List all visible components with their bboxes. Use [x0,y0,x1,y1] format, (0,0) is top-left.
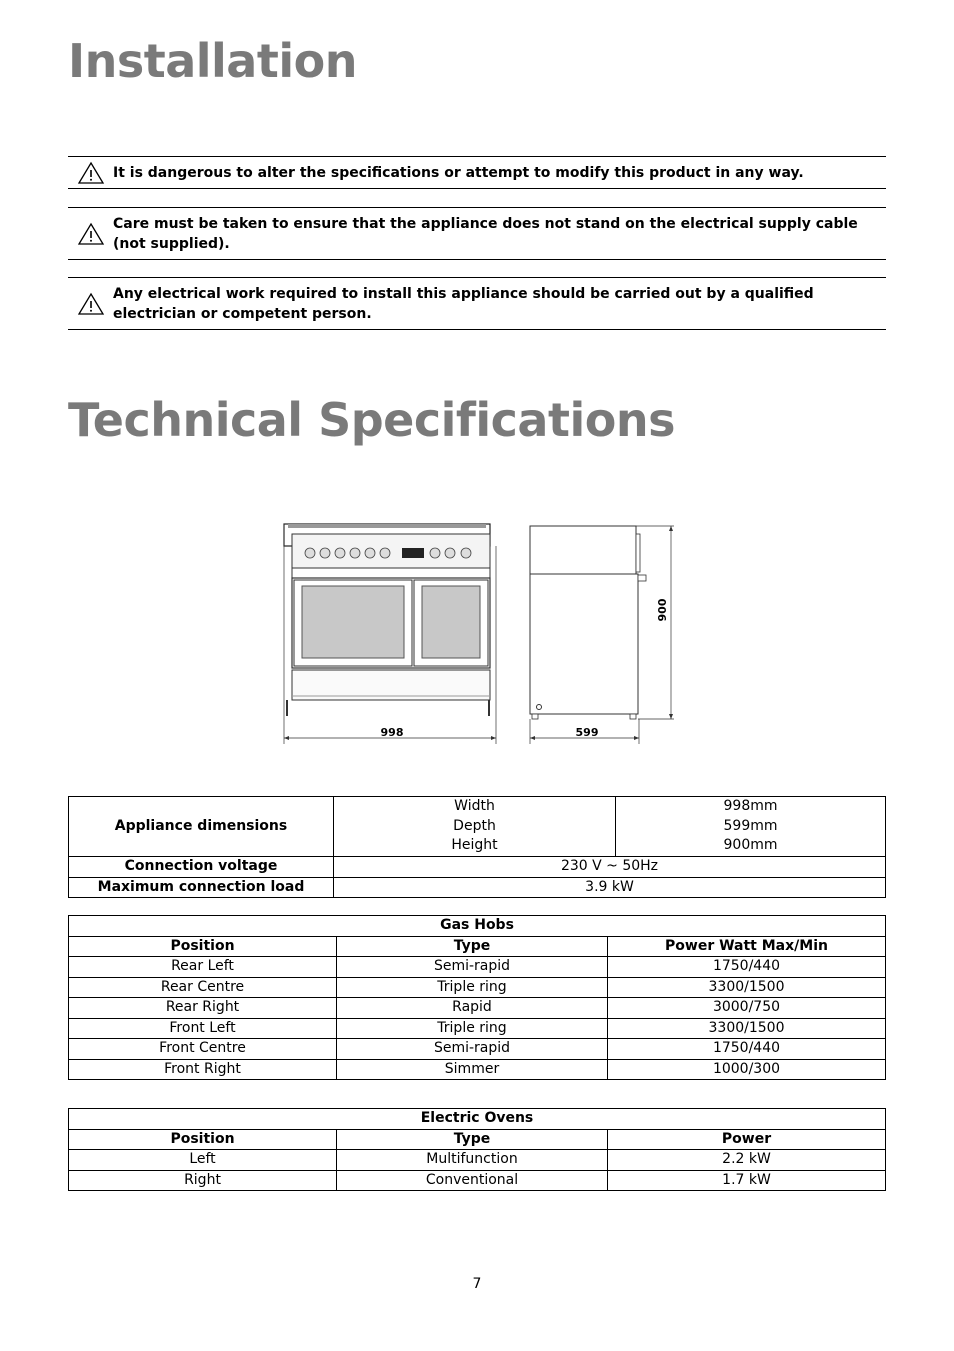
table-cell: Front Centre [69,1039,337,1060]
table-row [69,1018,886,1039]
dimension-name: Height [451,837,498,854]
table-row [69,857,886,878]
table-row [69,1059,886,1080]
table-row [69,1150,886,1171]
table-cell: 1750/440 [608,957,886,978]
electric-ovens-table [68,1108,886,1191]
table-cell: Conventional [337,1170,608,1191]
warning-block-1 [68,156,886,189]
connection-voltage-label: Connection voltage [69,857,334,878]
appliance-dimension-figure [280,520,680,750]
table-cell: 3300/1500 [608,1018,886,1039]
table-cell: Front Left [69,1018,337,1039]
depth-dimension-label: 599 [575,726,599,739]
column-header: Type [337,1129,608,1150]
gas-hobs-table [68,915,886,1080]
dimension-value: 900mm [723,837,778,854]
table-row [69,877,886,898]
table-cell: Rear Left [69,957,337,978]
table-cell: Rear Right [69,998,337,1019]
table-header-row [69,1129,886,1150]
electric-ovens-title: Electric Ovens [69,1109,886,1130]
dimension-value: 998mm [723,798,778,815]
column-header: Position [69,1129,337,1150]
column-header: Power [608,1129,886,1150]
table-cell: Semi-rapid [337,957,608,978]
column-header: Power Watt Max/Min [608,936,886,957]
warning-icon [68,222,113,246]
warning-text: Care must be taken to ensure that the appliance does not stand on the electrical supply cable (not supplied). [113,215,858,252]
table-cell: 1750/440 [608,1039,886,1060]
table-cell: Left [69,1150,337,1171]
table-row [69,998,886,1019]
cooker-front-view [284,524,496,744]
dimension-names-cell [334,797,616,857]
table-cell: 2.2 kW [608,1150,886,1171]
width-dimension-label: 998 [380,726,404,739]
connection-voltage-value: 230 V ~ 50Hz [334,857,886,878]
warning-text: Any electrical work required to install this appliance should be carried out by a qualified electrician or competent person. [113,285,814,322]
table-header-row [69,936,886,957]
table-title-row [69,916,886,937]
warning-block-2 [68,207,886,260]
column-header: Type [337,936,608,957]
installation-title: Installation [68,34,357,88]
table-cell: 1000/300 [608,1059,886,1080]
table-row [69,1039,886,1060]
dimension-name: Width [454,798,495,815]
technical-specifications-title: Technical Specifications [68,393,675,447]
table-row [69,1170,886,1191]
warning-icon [68,292,113,316]
warning-text: It is dangerous to alter the specifications or attempt to modify this product in any way. [113,164,804,181]
table-cell: Multifunction [337,1150,608,1171]
gas-hobs-title: Gas Hobs [69,916,886,937]
height-dimension-label: 900 [656,598,669,622]
appliance-dimensions-label: Appliance dimensions [69,797,334,857]
dimension-value: 599mm [723,817,778,834]
table-row [69,957,886,978]
table-row [69,797,886,857]
table-cell: 3000/750 [608,998,886,1019]
table-title-row [69,1109,886,1130]
max-load-value: 3.9 kW [334,877,886,898]
table-cell: 1.7 kW [608,1170,886,1191]
dimension-values-cell [616,797,886,857]
table-cell: Right [69,1170,337,1191]
warning-block-3 [68,277,886,330]
cooker-side-view [530,526,674,744]
table-cell: 3300/1500 [608,977,886,998]
page-number: 7 [472,1276,482,1292]
table-cell: Rear Centre [69,977,337,998]
table-cell: Front Right [69,1059,337,1080]
dimension-name: Depth [453,817,496,834]
max-load-label: Maximum connection load [69,877,334,898]
table-cell: Triple ring [337,977,608,998]
table-cell: Simmer [337,1059,608,1080]
table-row [69,977,886,998]
table-cell: Rapid [337,998,608,1019]
table-cell: Semi-rapid [337,1039,608,1060]
column-header: Position [69,936,337,957]
dimensions-table [68,796,886,898]
table-cell: Triple ring [337,1018,608,1039]
warning-icon [68,161,113,185]
